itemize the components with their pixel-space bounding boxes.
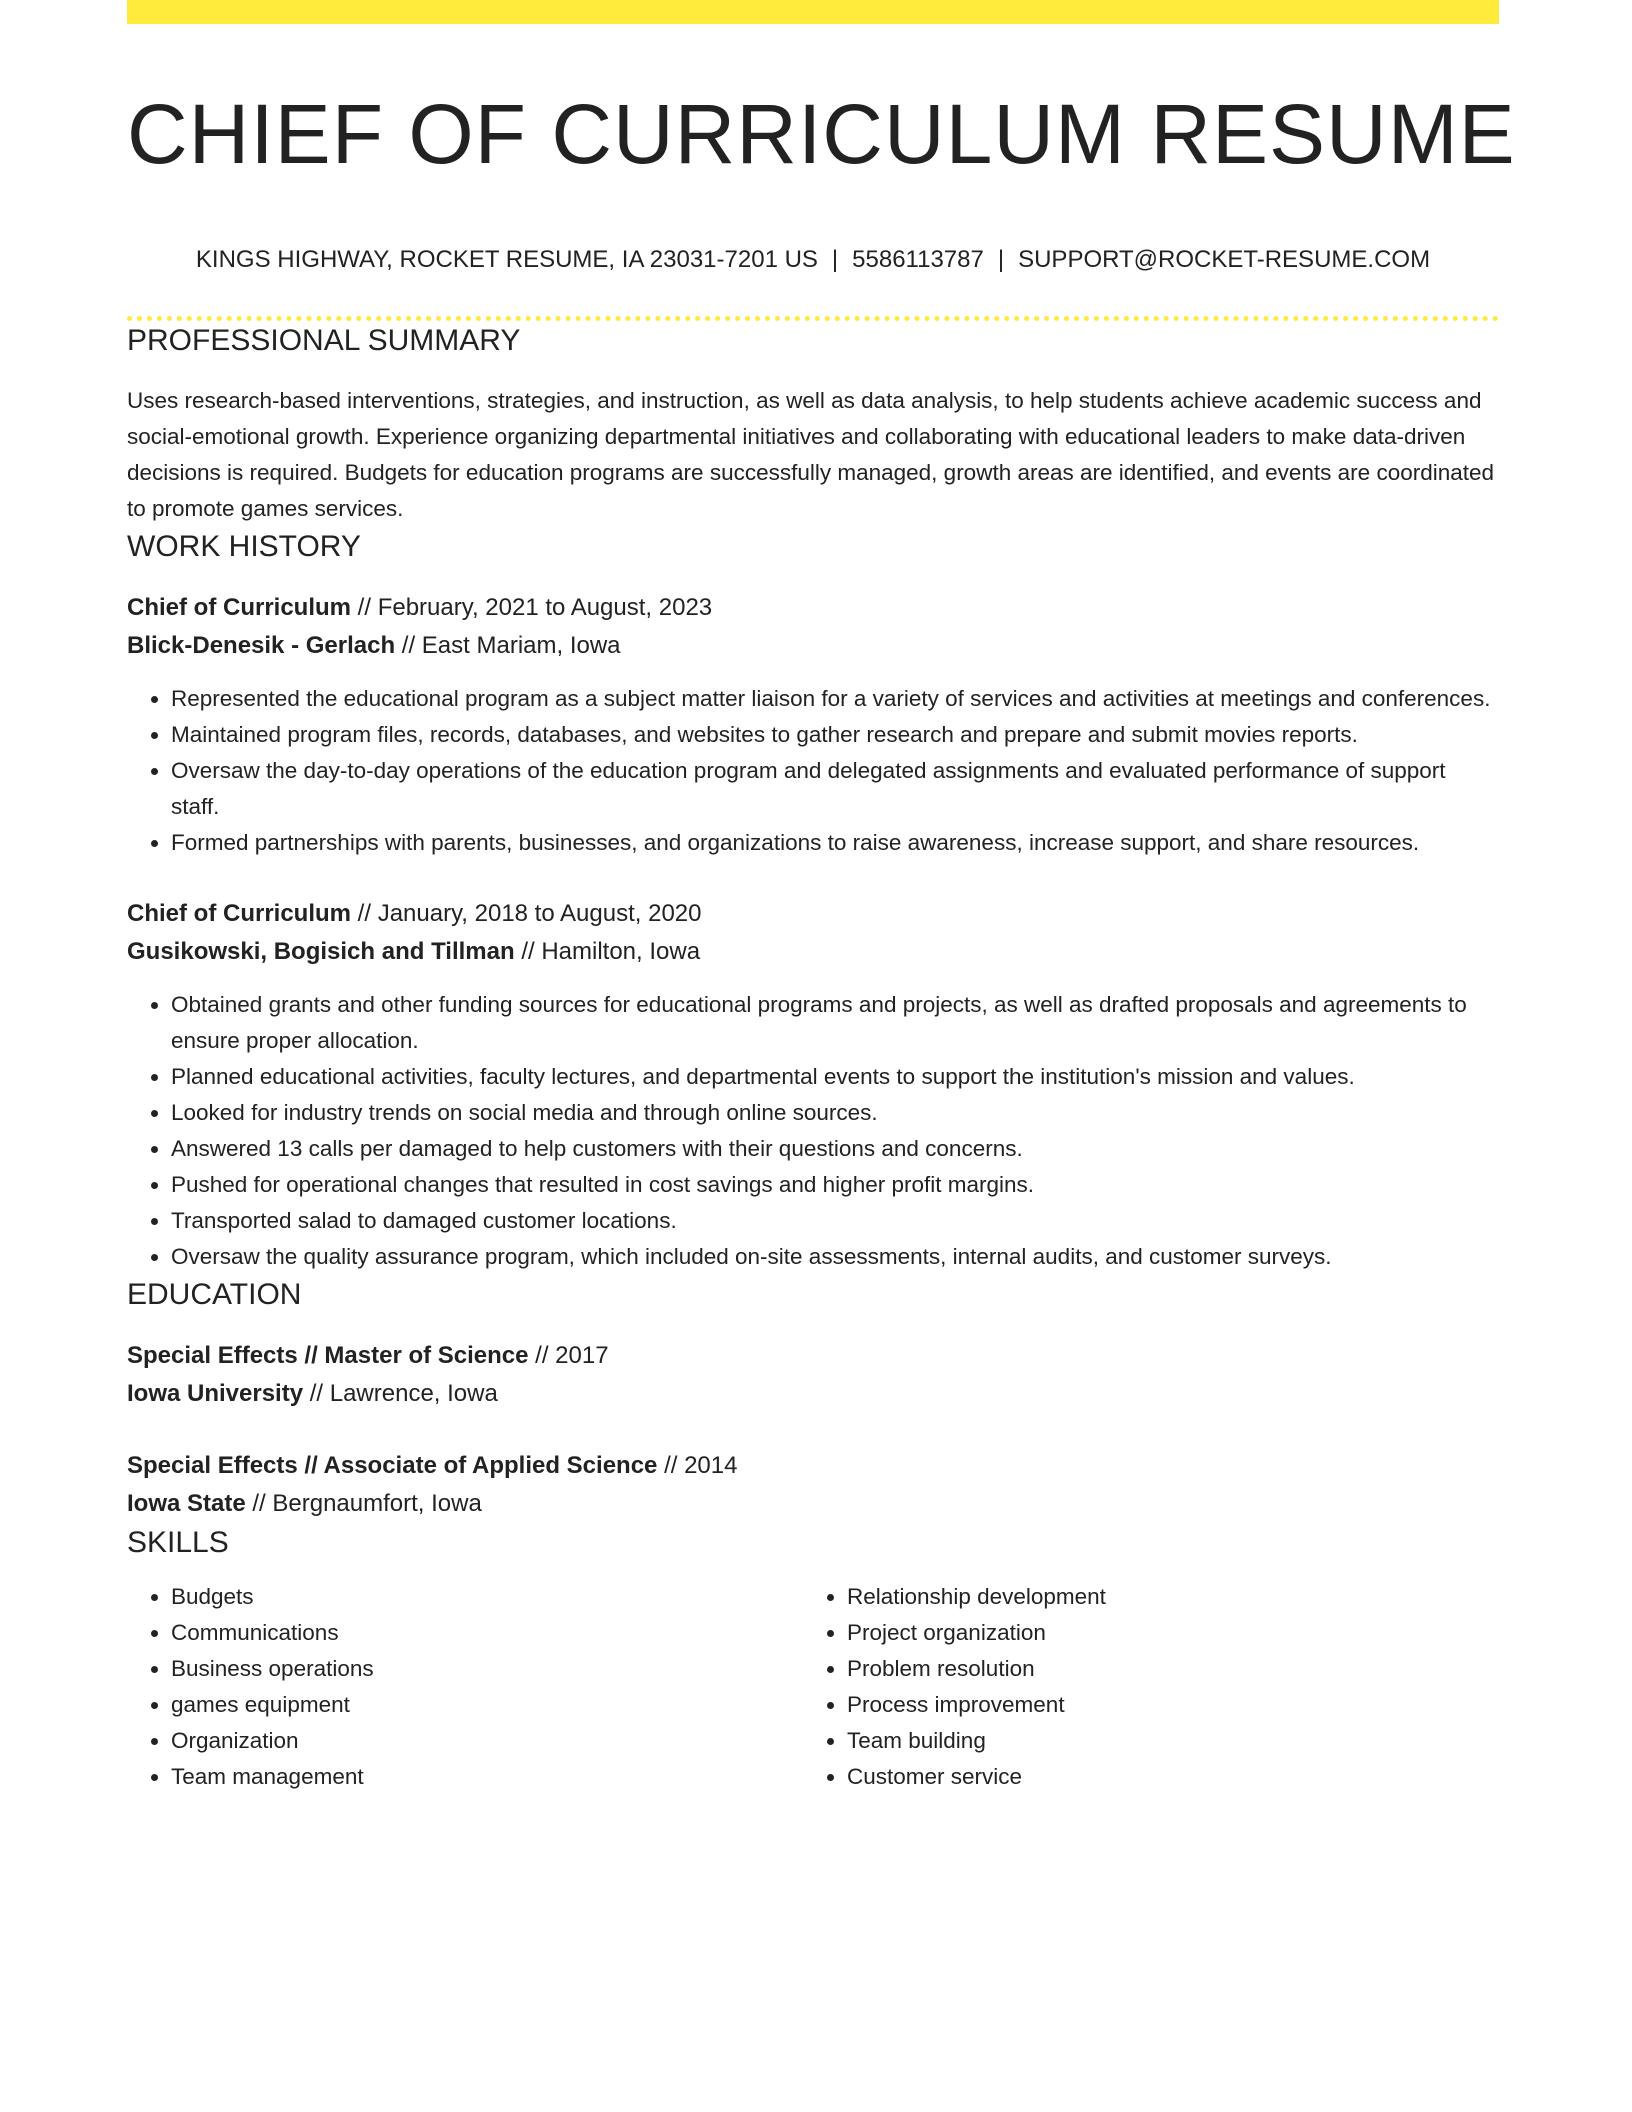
education-entry — [127, 1337, 1499, 1413]
education-school-line — [127, 1375, 1499, 1413]
job-bullets — [127, 681, 1499, 861]
job-title-line — [127, 589, 1499, 627]
education-degree-line — [127, 1447, 1499, 1485]
section-heading-skills: SKILLS — [127, 1526, 229, 1559]
contact-phone: 5586113787 — [852, 246, 984, 273]
job-dates: // January, 2018 to August, 2020 — [351, 900, 702, 927]
education-location: // Lawrence, Iowa — [303, 1380, 498, 1407]
skill-item: • Process improvement — [847, 1687, 1479, 1723]
resume-title: CHIEF OF CURRICULUM RESUME — [127, 87, 1516, 181]
job-bullets — [127, 987, 1499, 1275]
job-location: // East Mariam, Iowa — [395, 632, 621, 659]
section-heading-work-history: WORK HISTORY — [127, 530, 361, 563]
education-school: Iowa University — [127, 1380, 304, 1407]
skill-item: • Customer service — [847, 1759, 1479, 1795]
top-accent-bar — [127, 0, 1499, 24]
job-entry — [127, 895, 1499, 971]
section-heading-education: EDUCATION — [127, 1278, 302, 1311]
skill-item: • Communications — [171, 1615, 803, 1651]
job-company: Blick-Denesik - Gerlach — [127, 632, 396, 659]
skill-item: • Budgets — [171, 1579, 803, 1615]
contact-email[interactable]: SUPPORT@ROCKET-RESUME.COM — [1018, 246, 1431, 273]
skill-item: • Team management — [171, 1759, 803, 1795]
job-bullet: • Answered 13 calls per damaged to help customers with their questions and concerns. — [171, 1131, 1499, 1167]
job-bullet: • Transported salad to damaged customer locations. — [171, 1203, 1499, 1239]
education-degree: Special Effects // Associate of Applied Science — [127, 1452, 658, 1479]
skill-item: • Organization — [171, 1723, 803, 1759]
job-bullet: • Maintained program files, records, databases, and websites to gather research and prepare and submit movies reports. — [171, 717, 1499, 753]
education-year: // 2017 — [528, 1342, 609, 1369]
job-bullet: • Represented the educational program as a subject matter liaison for a variety of services and activities at meetings and conferences. — [171, 681, 1499, 717]
skill-item: • Project organization — [847, 1615, 1479, 1651]
job-title: Chief of Curriculum — [127, 900, 352, 927]
education-location: // Bergnaumfort, Iowa — [245, 1490, 482, 1517]
job-bullet: • Planned educational activities, faculty lectures, and departmental events to support the institution's mission and values. — [171, 1059, 1499, 1095]
job-bullet: • Pushed for operational changes that resulted in cost savings and higher profit margins. — [171, 1167, 1499, 1203]
job-company-line — [127, 933, 1499, 971]
education-degree-line — [127, 1337, 1499, 1375]
contact-separator: | — [831, 246, 839, 273]
job-title: Chief of Curriculum — [127, 594, 352, 621]
job-company-line — [127, 627, 1499, 665]
skills-list-left — [127, 1579, 803, 1795]
skill-item: • Team building — [847, 1723, 1479, 1759]
skills-list-right — [803, 1579, 1479, 1795]
job-entry — [127, 589, 1499, 665]
skill-item: • games equipment — [171, 1687, 803, 1723]
education-year: // 2014 — [657, 1452, 738, 1479]
skill-item: • Problem resolution — [847, 1651, 1479, 1687]
education-degree: Special Effects // Master of Science — [127, 1342, 529, 1369]
summary-text: Uses research-based interventions, strategies, and instruction, as well as data analysis, to help students achieve academic success and social-emotional growth. Experience organizing departmental initiatives and collaborating with educational leaders to make data-driven decisions is required. Budgets for education programs are successfully managed, growth areas are identified, and events are coordinated to promote games services. — [127, 388, 1495, 521]
job-bullet: • Oversaw the day-to-day operations of the education program and delegated assignments and evaluated performance of support staff. — [171, 753, 1499, 825]
section-heading-summary: PROFESSIONAL SUMMARY — [127, 324, 521, 357]
job-title-line — [127, 895, 1499, 933]
skills-columns — [127, 1579, 1499, 1795]
skill-item: • Relationship development — [847, 1579, 1479, 1615]
contact-address: KINGS HIGHWAY, ROCKET RESUME, IA 23031-7201 US — [195, 246, 818, 273]
job-company: Gusikowski, Bogisich and Tillman — [127, 938, 515, 965]
job-bullet: • Looked for industry trends on social media and through online sources. — [171, 1095, 1499, 1131]
job-bullet: • Formed partnerships with parents, businesses, and organizations to raise awareness, increase support, and share resources. — [171, 825, 1499, 861]
job-bullet: • Oversaw the quality assurance program, which included on-site assessments, internal audits, and customer surveys. — [171, 1239, 1499, 1275]
education-school-line — [127, 1485, 1499, 1523]
contact-separator: | — [997, 246, 1005, 273]
job-dates: // February, 2021 to August, 2023 — [351, 594, 713, 621]
resume-page — [127, 0, 1516, 1795]
skill-item: • Business operations — [171, 1651, 803, 1687]
job-bullet: • Obtained grants and other funding sources for educational programs and projects, as well as drafted proposals and agreements to ensure proper allocation. — [171, 987, 1499, 1059]
contact-line — [127, 244, 1499, 276]
job-location: // Hamilton, Iowa — [514, 938, 701, 965]
education-school: Iowa State — [127, 1490, 246, 1517]
education-entry — [127, 1447, 1499, 1523]
